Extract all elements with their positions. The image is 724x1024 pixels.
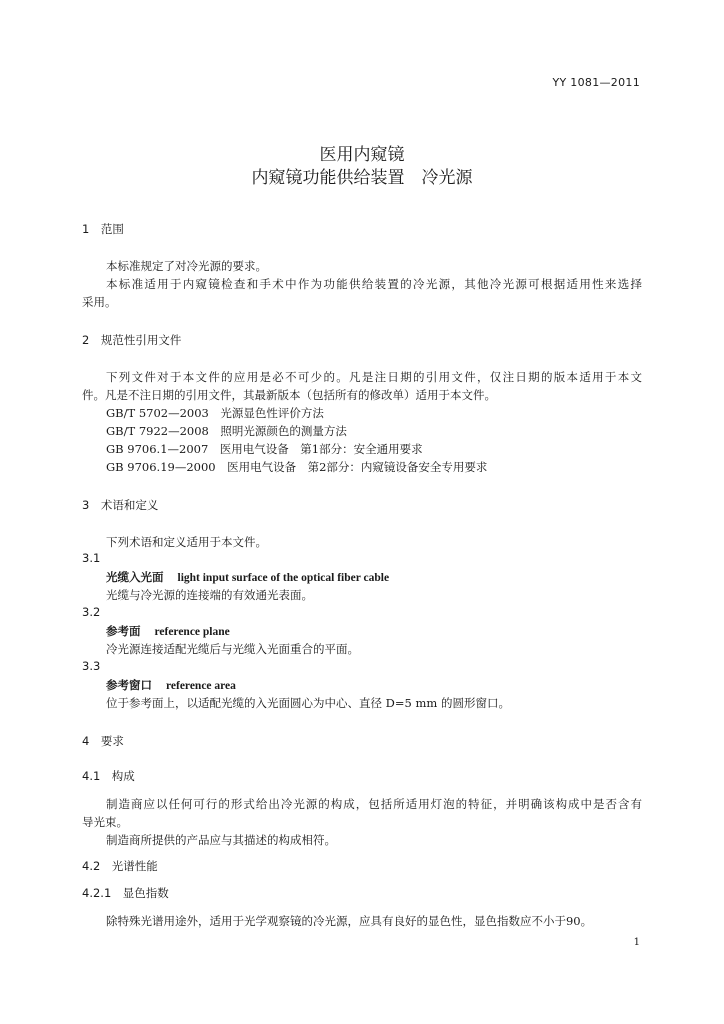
- section-4-1-para-1a: 制造商应以任何可行的形式给出冷光源的构成，包括所适用灯泡的特征，并明确该构成中是否含有: [106, 797, 642, 811]
- term-heading: [106, 569, 389, 585]
- term-definition: 冷光源连接适配光缆后与光缆入光面重合的平面。: [106, 642, 359, 656]
- section-4-1-para-2: 制造商所提供的产品应与其描述的构成相符。: [106, 833, 336, 847]
- section-2-para-1b: 件。凡是不注日期的引用文件，其最新版本（包括所有的修改单）适用于本文件。: [82, 388, 496, 402]
- title-line-2: 内窥镜功能供给装置 冷光源: [251, 168, 473, 188]
- section-1-para-1: 本标准规定了对冷光源的要求。: [106, 259, 267, 273]
- term-heading: [106, 677, 236, 693]
- title-line-1: 医用内窥镜: [319, 145, 405, 165]
- reference-item: GB 9706.19—2000 医用电气设备 第2部分：内窥镜设备安全专用要求: [106, 460, 488, 474]
- standard-code: YY 1081—2011: [552, 76, 640, 89]
- section-2-para-1a: 下列文件对于本文件的应用是必不可少的。凡是注日期的引用文件，仅注日期的版本适用于本文: [106, 370, 642, 384]
- section-3-heading: 3 术语和定义: [82, 498, 159, 512]
- reference-item: GB 9706.1—2007 医用电气设备 第1部分：安全通用要求: [106, 442, 423, 456]
- term-cn: 参考窗口: [106, 678, 152, 692]
- term-definition: 光缆与冷光源的连接端的有效通光表面。: [106, 588, 313, 602]
- term-cn: 参考面: [106, 624, 141, 638]
- section-4-1-para-1b: 导光束。: [82, 815, 128, 829]
- section-4-2-1-para-1: 除特殊光谱用途外，适用于光学观察镜的冷光源，应具有良好的显色性，显色指数应不小于90。: [106, 914, 593, 928]
- term-en: reference area: [166, 680, 236, 692]
- reference-item: GB/T 5702—2003 光源显色性评价方法: [106, 406, 324, 420]
- section-4-1-heading: 4.1 构成: [82, 769, 135, 783]
- term-heading: [106, 623, 230, 639]
- section-3-intro: 下列术语和定义适用于本文件。: [106, 535, 267, 549]
- section-1-para-2b: 采用。: [82, 295, 117, 309]
- page-number: 1: [633, 937, 640, 948]
- section-4-2-heading: 4.2 光谱性能: [82, 859, 158, 873]
- term-number: 3.1: [82, 551, 101, 565]
- section-1-para-2a: 本标准适用于内窥镜检查和手术中作为功能供给装置的冷光源，其他冷光源可根据适用性来选择: [106, 277, 642, 291]
- reference-item: GB/T 7922—2008 照明光源颜色的测量方法: [106, 424, 347, 438]
- section-4-2-1-heading: 4.2.1 显色指数: [82, 886, 169, 900]
- term-en: light input surface of the optical fiber cable: [177, 572, 390, 584]
- term-number: 3.3: [82, 659, 101, 673]
- term-definition: 位于参考面上，以适配光缆的入光面圆心为中心、直径 D=5 mm 的圆形窗口。: [106, 696, 510, 710]
- term-cn: 光缆入光面: [106, 570, 164, 584]
- term-en: reference plane: [154, 626, 230, 638]
- term-number: 3.2: [82, 605, 101, 619]
- section-1-heading: 1 范围: [82, 222, 124, 236]
- section-2-heading: 2 规范性引用文件: [82, 333, 182, 347]
- section-4-heading: 4 要求: [82, 734, 124, 748]
